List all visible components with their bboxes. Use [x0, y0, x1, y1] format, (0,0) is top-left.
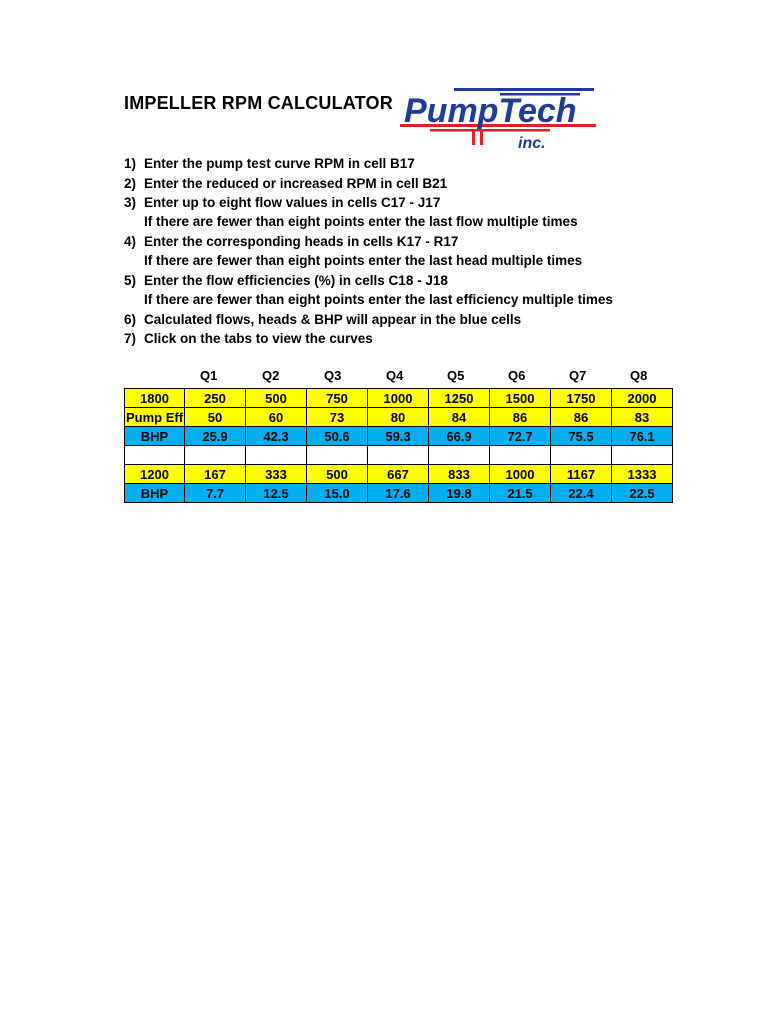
logo-subtext: inc. [518, 135, 546, 152]
table-cell[interactable]: 22.4 [551, 484, 612, 503]
step-1: 1) Enter the pump test curve RPM in cell B17 [124, 156, 415, 171]
table-cell[interactable]: 19.8 [429, 484, 490, 503]
table-cell[interactable] [185, 446, 246, 465]
table-cell[interactable]: 833 [429, 465, 490, 484]
table-cell[interactable]: 500 [307, 465, 368, 484]
table-cell[interactable]: 17.6 [368, 484, 429, 503]
table-cell[interactable] [246, 446, 307, 465]
table-cell[interactable]: 75.5 [551, 427, 612, 446]
table-cell[interactable]: 333 [246, 465, 307, 484]
rpm-table [124, 388, 673, 503]
table-cell[interactable] [307, 446, 368, 465]
header-q4: Q4 [386, 368, 404, 383]
step-5-note: If there are fewer than eight points enter the last efficiency multiple times [144, 292, 613, 307]
row-label[interactable]: BHP [125, 484, 185, 503]
header-q3: Q3 [324, 368, 342, 383]
table-cell[interactable] [490, 446, 551, 465]
table-cell[interactable]: 2000 [612, 389, 673, 408]
page-title: IMPELLER RPM CALCULATOR [124, 93, 393, 113]
table-cell[interactable]: 72.7 [490, 427, 551, 446]
table-cell[interactable]: 667 [368, 465, 429, 484]
table-cell[interactable]: 60 [246, 408, 307, 427]
table-cell[interactable]: 86 [490, 408, 551, 427]
table-row [125, 484, 673, 503]
header-q2: Q2 [262, 368, 280, 383]
table-cell[interactable]: 76.1 [612, 427, 673, 446]
step-2: 2) Enter the reduced or increased RPM in cell B21 [124, 176, 448, 191]
table-cell[interactable] [368, 446, 429, 465]
table-cell[interactable]: 80 [368, 408, 429, 427]
table-row [125, 446, 673, 465]
table-cell[interactable]: 1000 [490, 465, 551, 484]
table-cell[interactable]: 50.6 [307, 427, 368, 446]
table-cell[interactable]: 59.3 [368, 427, 429, 446]
table-cell[interactable]: 7.7 [185, 484, 246, 503]
row-label[interactable]: 1200 [125, 465, 185, 484]
table-cell[interactable]: 83 [612, 408, 673, 427]
table-cell[interactable]: 12.5 [246, 484, 307, 503]
step-7: 7) Click on the tabs to view the curves [124, 331, 373, 346]
header-q6: Q6 [508, 368, 526, 383]
header-q8: Q8 [630, 368, 648, 383]
table-cell[interactable]: 25.9 [185, 427, 246, 446]
header-q5: Q5 [447, 368, 465, 383]
table-cell[interactable]: 1167 [551, 465, 612, 484]
table-cell[interactable]: 86 [551, 408, 612, 427]
table-cell[interactable]: 1750 [551, 389, 612, 408]
step-3: 3) Enter up to eight flow values in cells C17 - J17 [124, 195, 441, 210]
table-cell[interactable]: 66.9 [429, 427, 490, 446]
table-cell[interactable]: 1333 [612, 465, 673, 484]
row-label[interactable]: Pump Eff [125, 409, 184, 425]
table-cell[interactable]: 500 [246, 389, 307, 408]
table-row [125, 408, 673, 427]
header-q1: Q1 [200, 368, 218, 383]
step-4-note: If there are fewer than eight points enter the last head multiple times [144, 253, 583, 268]
table-cell[interactable] [429, 446, 490, 465]
table-row [125, 389, 673, 408]
step-4: 4) Enter the corresponding heads in cells K17 - R17 [124, 234, 459, 249]
pumptech-logo [400, 88, 600, 154]
logo-text: PumpTech [404, 92, 577, 130]
row-label[interactable]: BHP [125, 427, 185, 446]
table-cell[interactable]: 73 [307, 408, 368, 427]
table-cell[interactable]: 1000 [368, 389, 429, 408]
table-cell[interactable]: 50 [185, 408, 246, 427]
table-cell[interactable]: 167 [185, 465, 246, 484]
table-cell[interactable]: 22.5 [612, 484, 673, 503]
table-cell[interactable]: 42.3 [246, 427, 307, 446]
row-label[interactable] [125, 446, 185, 465]
step-3-note: If there are fewer than eight points enter the last flow multiple times [144, 214, 578, 229]
row-label[interactable]: 1800 [125, 389, 185, 408]
table-cell[interactable] [551, 446, 612, 465]
table-cell[interactable] [612, 446, 673, 465]
table-cell[interactable]: 1500 [490, 389, 551, 408]
table-row [125, 465, 673, 484]
step-6: 6) Calculated flows, heads & BHP will appear in the blue cells [124, 312, 522, 327]
header-q7: Q7 [569, 368, 587, 383]
table-cell[interactable]: 750 [307, 389, 368, 408]
table-cell[interactable]: 15.0 [307, 484, 368, 503]
table-row [125, 427, 673, 446]
table-cell[interactable]: 21.5 [490, 484, 551, 503]
step-5: 5) Enter the flow efficiencies (%) in cells C18 - J18 [124, 273, 448, 288]
table-cell[interactable]: 84 [429, 408, 490, 427]
table-cell[interactable]: 250 [185, 389, 246, 408]
table-cell[interactable]: 1250 [429, 389, 490, 408]
